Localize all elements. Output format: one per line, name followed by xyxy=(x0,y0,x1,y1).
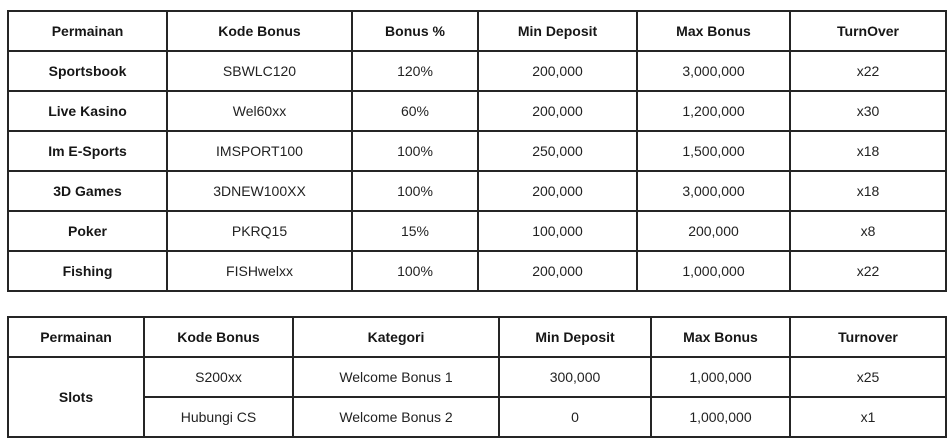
cell-kode-bonus: S200xx xyxy=(144,357,293,397)
cell-permainan: 3D Games xyxy=(8,171,167,211)
cell-turnover: x18 xyxy=(790,171,946,211)
cell-max-bonus: 1,000,000 xyxy=(651,357,790,397)
cell-min-deposit: 200,000 xyxy=(478,251,637,291)
bonus-table-header-row xyxy=(8,11,946,51)
header-min-deposit: Min Deposit xyxy=(499,317,651,357)
cell-kode-bonus: 3DNEW100XX xyxy=(167,171,352,211)
cell-bonus-pct: 15% xyxy=(352,211,478,251)
bonus-table xyxy=(7,10,947,292)
table-row-live-kasino xyxy=(8,91,946,131)
cell-kode-bonus: Wel60xx xyxy=(167,91,352,131)
cell-min-deposit: 0 xyxy=(499,397,651,437)
cell-max-bonus: 3,000,000 xyxy=(637,51,790,91)
cell-kode-bonus: IMSPORT100 xyxy=(167,131,352,171)
slots-table xyxy=(7,316,947,438)
header-max-bonus: Max Bonus xyxy=(637,11,790,51)
cell-bonus-pct: 60% xyxy=(352,91,478,131)
table-row-sportsbook xyxy=(8,51,946,91)
cell-max-bonus: 3,000,000 xyxy=(637,171,790,211)
cell-min-deposit: 300,000 xyxy=(499,357,651,397)
cell-bonus-pct: 100% xyxy=(352,131,478,171)
cell-permainan: Live Kasino xyxy=(8,91,167,131)
cell-kategori: Welcome Bonus 2 xyxy=(293,397,499,437)
cell-permainan: Fishing xyxy=(8,251,167,291)
cell-kode-bonus: Hubungi CS xyxy=(144,397,293,437)
table-row-slots-welcome-1 xyxy=(8,357,946,397)
cell-min-deposit: 200,000 xyxy=(478,171,637,211)
table-row-poker xyxy=(8,211,946,251)
cell-min-deposit: 100,000 xyxy=(478,211,637,251)
cell-turnover: x22 xyxy=(790,51,946,91)
cell-permainan-slots: Slots xyxy=(8,357,144,437)
cell-max-bonus: 200,000 xyxy=(637,211,790,251)
cell-permainan: Poker xyxy=(8,211,167,251)
cell-kode-bonus: PKRQ15 xyxy=(167,211,352,251)
cell-kode-bonus: SBWLC120 xyxy=(167,51,352,91)
cell-max-bonus: 1,000,000 xyxy=(651,397,790,437)
header-turnover: TurnOver xyxy=(790,11,946,51)
slots-table-header-row xyxy=(8,317,946,357)
header-bonus-pct: Bonus % xyxy=(352,11,478,51)
header-kode-bonus: Kode Bonus xyxy=(144,317,293,357)
cell-max-bonus: 1,500,000 xyxy=(637,131,790,171)
header-turnover: Turnover xyxy=(790,317,946,357)
cell-bonus-pct: 100% xyxy=(352,171,478,211)
table-row-im-esports xyxy=(8,131,946,171)
header-kode-bonus: Kode Bonus xyxy=(167,11,352,51)
cell-turnover: x22 xyxy=(790,251,946,291)
cell-permainan: Sportsbook xyxy=(8,51,167,91)
cell-turnover: x25 xyxy=(790,357,946,397)
cell-turnover: x18 xyxy=(790,131,946,171)
table-gap xyxy=(7,292,945,316)
table-row-3d-games xyxy=(8,171,946,211)
cell-turnover: x1 xyxy=(790,397,946,437)
cell-kategori: Welcome Bonus 1 xyxy=(293,357,499,397)
cell-max-bonus: 1,000,000 xyxy=(637,251,790,291)
header-max-bonus: Max Bonus xyxy=(651,317,790,357)
cell-max-bonus: 1,200,000 xyxy=(637,91,790,131)
cell-min-deposit: 250,000 xyxy=(478,131,637,171)
cell-turnover: x30 xyxy=(790,91,946,131)
cell-bonus-pct: 100% xyxy=(352,251,478,291)
cell-bonus-pct: 120% xyxy=(352,51,478,91)
table-row-slots-welcome-2 xyxy=(8,397,946,437)
table-row-fishing xyxy=(8,251,946,291)
cell-min-deposit: 200,000 xyxy=(478,51,637,91)
cell-min-deposit: 200,000 xyxy=(478,91,637,131)
header-permainan: Permainan xyxy=(8,317,144,357)
cell-turnover: x8 xyxy=(790,211,946,251)
cell-kode-bonus: FISHwelxx xyxy=(167,251,352,291)
cell-permainan: Im E-Sports xyxy=(8,131,167,171)
header-min-deposit: Min Deposit xyxy=(478,11,637,51)
header-kategori: Kategori xyxy=(293,317,499,357)
header-permainan: Permainan xyxy=(8,11,167,51)
